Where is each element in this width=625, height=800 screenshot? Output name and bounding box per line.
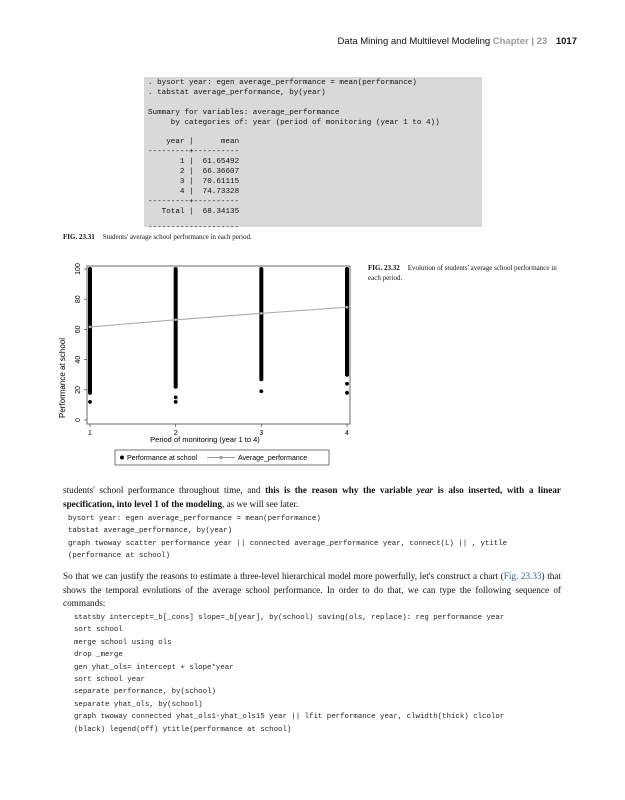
x-tick-label: 4 [345, 430, 349, 437]
code-block-1: bysort year: egen average_performance = mean(performance) tabstat average_performance, by(year) graph twoway scatter performance year || connected average_performance year, connect(L) || , ytitle (performance at school) [68, 515, 508, 561]
code-block-2: statsby intercept=_b[_cons] slope=_b[year], by(school) saving(ols, replace): reg performance year sort school merge school using ols drop _merge gen yhat_ols= intercept + slope*year sort school year separate performance, by(school) separate yhat_ols, by(school) graph twoway connected yhat_ols1-yhat_ols15 year || lfit performance year, clwidth(thick) clcolor (black) legend(off) ytitle(performance at school) [74, 614, 505, 734]
plot-frame [87, 266, 350, 424]
y-tick-label: 60 [75, 325, 82, 334]
fig32-chart [55, 258, 355, 470]
scatter-point [174, 400, 178, 404]
x-tick-label: 2 [173, 430, 178, 437]
y-tick-label: 40 [75, 355, 82, 364]
fig31-label: FIG. 23.31 [63, 233, 95, 241]
y-tick-label: 80 [75, 295, 82, 304]
chapter-label: Chapter | 23 [492, 36, 548, 47]
y-tick-label: 0 [75, 418, 82, 422]
scatter-point [259, 389, 263, 393]
page-number: 1017 [555, 36, 577, 47]
scatter-point [345, 391, 349, 395]
average-point [174, 318, 177, 321]
average-point [260, 312, 263, 315]
y-tick-label: 100 [75, 263, 82, 275]
fig32-caption: FIG. 23.32 Evolution of students' average school performance in each period. [368, 264, 557, 282]
legend-marker-scatter [120, 456, 124, 460]
average-point [89, 326, 92, 329]
legend-label-scatter: Performance at school [127, 455, 198, 462]
legend-label-line: Average_performance [238, 455, 308, 462]
legend-marker-line [219, 456, 222, 459]
stata-output-text: . bysort year: egen average_performance = mean(performance) . tabstat average_performance, by(year) Summary for variables: average_performance by categories of: year (period of monitoring (year 1 to 4)) year | mean ---------+---------- 1 | 61.65492 2 | 66.36607 3 | 70.61115 4 | 74.73328 ---------+---------- Total | 68.34135 [148, 79, 440, 216]
scatter-point [174, 395, 178, 399]
fig32-label: FIG. 23.32 [368, 264, 400, 272]
paragraph-2: So that we can justify the reasons to estimate a three-level hierarchical model more powerfully, let's construct a chart (Fig. 23.33) that shows the temporal evolutions of the average school performance. In order to do that, we can type the following sequence of commands: [63, 571, 561, 608]
x-tick-label: 3 [259, 430, 264, 437]
fig33-link[interactable]: Fig. 23.33 [503, 571, 542, 581]
fig31-caption: FIG. 23.31 Students' average school performance in each period. [63, 233, 252, 241]
paragraph-1: students' school performance throughout time, and this is the reason why the variable year is also inserted, with a linear specification, into level 1 of the modeling, as we will see later. [63, 485, 562, 509]
book-title: Data Mining and Multilevel Modeling [337, 36, 491, 47]
y-tick-label: 20 [75, 385, 82, 394]
stata-bottom-rule: -------------------- [148, 224, 240, 232]
x-tick-label: 1 [88, 430, 92, 437]
average-point [346, 306, 349, 309]
y-axis-label: Performance at school [58, 337, 67, 419]
scatter-point [88, 400, 92, 404]
running-header [338, 36, 577, 47]
x-axis-label: Period of monitoring (year 1 to 4) [150, 435, 260, 444]
scatter-point [345, 382, 349, 386]
stata-output-box [144, 77, 482, 227]
